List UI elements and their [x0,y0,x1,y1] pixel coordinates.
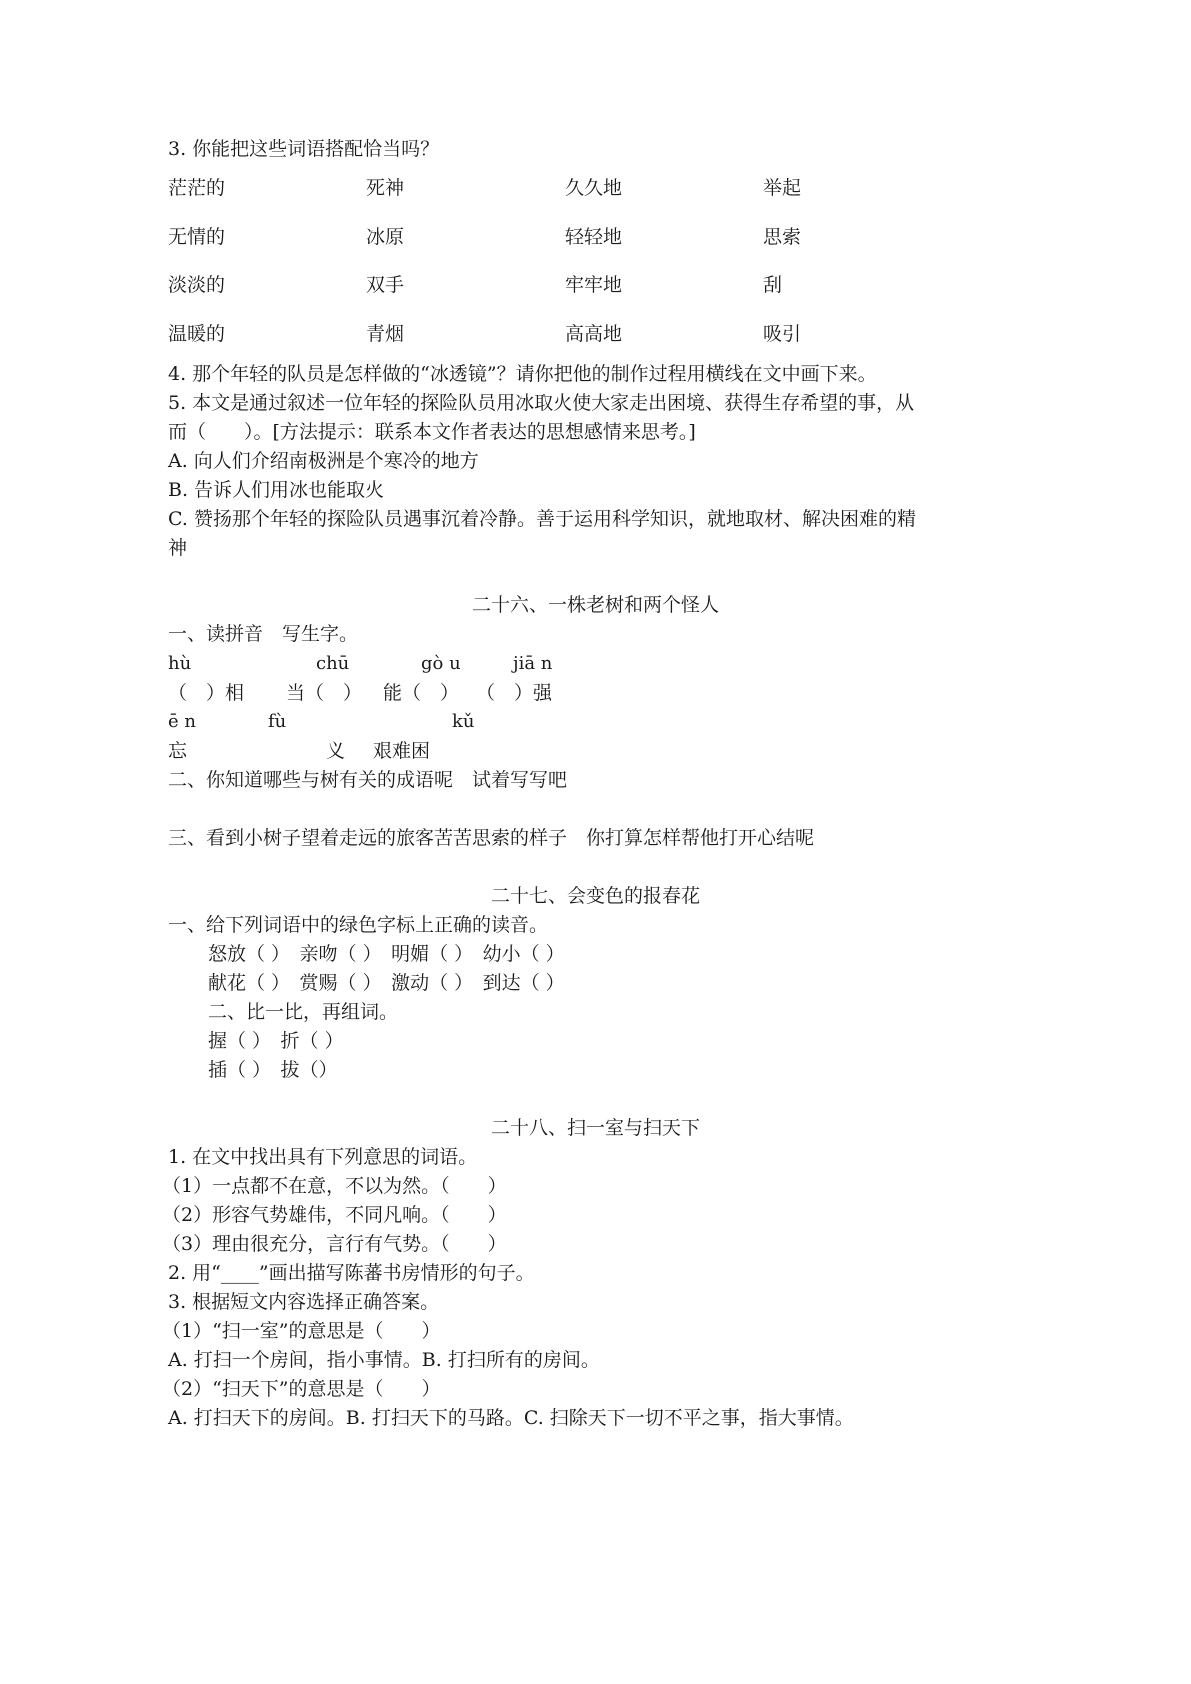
sec26-part-1: 一、读拼音 写生字。 [168,623,359,645]
grid-cell: 茫茫的 [168,177,226,199]
sec28-q3: 3. 根据短文内容选择正确答案。 [168,1291,440,1313]
fill-blank: （ ）相 [168,682,245,704]
grid-cell: 刮 [763,274,783,296]
sec28-q1-2: （2）形容气势雄伟，不同凡响。（ ） [162,1204,507,1226]
grid-cell: 吸引 [763,323,802,345]
section-title-26: 二十六、一株老树和两个怪人 [471,594,719,616]
grid-cell: 举起 [763,177,802,199]
grid-cell: 死神 [366,177,405,199]
option-b: B. 告诉人们用冰也能取火 [168,479,385,501]
grid-cell: 久久地 [565,177,623,199]
sec28-q3-1: （1）“扫一室”的意思是（ ） [162,1320,441,1342]
grid-cell: 轻轻地 [565,226,623,248]
sec26-part-2: 二、你知道哪些与树有关的成语呢 试着写写吧 [168,769,568,791]
reading-row: 怒放（ ） 亲吻（ ） 明媚（ ） 幼小（ ） [208,943,565,965]
compare-row: 握（ ） 折（ ） [208,1030,344,1052]
section-title-28: 二十八、扫一室与扫天下 [490,1117,700,1139]
grid-cell: 淡淡的 [168,274,226,296]
option-a: A. 向人们介绍南极洲是个寒冷的地方 [168,450,479,472]
fill-blank: 能（ ） [383,682,460,704]
fill-blank: 义 [326,740,346,762]
sec27-part-1: 一、给下列词语中的绿色字标上正确的读音。 [168,914,549,936]
sec27-part-2: 二、比一比，再组词。 [208,1001,399,1023]
fill-blank: 当（ ） [286,682,363,704]
grid-cell: 双手 [366,274,405,296]
sec28-q1-1: （1）一点都不在意，不以为然。（ ） [162,1175,507,1197]
section-title-27: 二十七、会变色的报春花 [490,885,700,907]
grid-cell: 牢牢地 [565,274,623,296]
question-5-line-1: 5. 本文是通过叙述一位年轻的探险队员用冰取火使大家走出困境、获得生存希望的事，从 [168,392,915,414]
question-4: 4. 那个年轻的队员是怎样做的“冰透镜”？请你把他的制作过程用横线在文中画下来。 [168,363,877,385]
option-c-line-1: C. 赞扬那个年轻的探险队员遇事沉着冷静。善于运用科学知识，就地取材、解决困难的精 [168,508,916,530]
question-5-line-2: 而（ ）。[方法提示：联系本文作者表达的思想感情来思考。] [168,421,696,443]
grid-cell: 青烟 [366,323,405,345]
sec28-q1-3: （3）理由很充分，言行有气势。（ ） [162,1233,507,1255]
grid-cell: 冰原 [366,226,405,248]
sec28-q2: 2. 用“____”画出描写陈蕃书房情形的句子。 [168,1262,535,1284]
sec26-part-3: 三、看到小树子望着走远的旅客苦苦思索的样子 你打算怎样帮他打开心结呢 [168,827,815,849]
option-c-line-2: 神 [168,537,188,559]
sec28-q3-2-options: A. 打扫天下的房间。B. 打扫天下的马路。C. 扫除天下一切不平之事，指大事情。 [168,1407,854,1429]
pinyin: kǔ [452,711,475,732]
pinyin: gò u [421,653,461,674]
sec28-q3-1-options: A. 打扫一个房间，指小事情。B. 打扫所有的房间。 [168,1349,600,1371]
compare-row: 插（ ） 拔（） [208,1059,338,1081]
pinyin: jiā n [513,653,553,674]
sec28-q1: 1. 在文中找出具有下列意思的词语。 [168,1146,478,1168]
grid-cell: 高高地 [565,323,623,345]
reading-row: 献花（ ） 赏赐（ ） 激动（ ） 到达（ ） [208,972,565,994]
pinyin: ē n [168,711,196,732]
fill-blank: （ ）强 [476,682,553,704]
pinyin: chū [316,653,350,674]
pinyin: hù [168,653,192,674]
grid-cell: 温暖的 [168,323,226,345]
grid-cell: 思索 [763,226,802,248]
grid-cell: 无情的 [168,226,226,248]
pinyin: fù [268,711,287,732]
sec28-q3-2: （2）“扫天下”的意思是（ ） [162,1378,441,1400]
fill-blank: 艰难困 [373,740,431,762]
question-3: 3. 你能把这些词语搭配恰当吗？ [168,138,440,160]
fill-blank: 忘 [168,740,188,762]
